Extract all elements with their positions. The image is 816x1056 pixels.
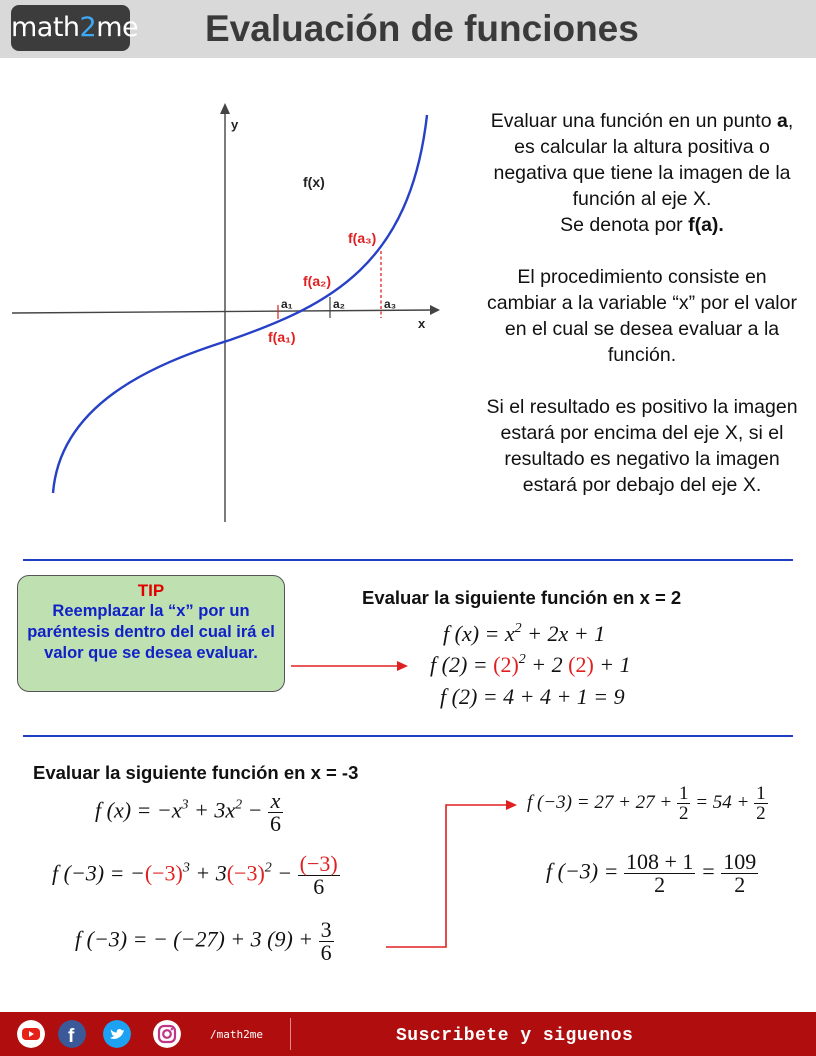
fx-label: f(x) [303,174,325,190]
tip-box [17,575,285,692]
a3-label: a₃ [384,297,397,311]
example2-line-1: f $(x) = -x^3 + 3x^2$ − $\frac{x}{6}$ [95,788,281,836]
tip-arrow-icon [291,661,408,671]
example2-title: Evaluar la siguiente función en x = -3 [33,762,359,783]
fa2-label: f(a₂) [303,273,331,289]
footer-divider [290,1018,291,1050]
example1-line-2: f $(2) = (2)^2 + 2$ (2) + 1 [430,652,631,677]
divider-1 [23,559,793,561]
facebook-icon[interactable] [58,1020,86,1048]
youtube-icon[interactable] [17,1020,45,1048]
example2-result-line-1: f (−3) = 27 + 27 + $\frac{1}{2}$ = 54 + $\frac{1}{2}$ [527,783,766,824]
x-axis [12,305,440,315]
fraction-1-over-2-a: $\frac{1}{2}$ [678,783,689,824]
function-graph [0,95,460,530]
x-axis-arrow-icon [430,305,440,315]
subscribe-cta[interactable]: Suscribete y siguenos [396,1026,634,1046]
x-axis-label: x [418,316,426,331]
tip-body: Reemplazar la “x” por un paréntesis dentro del cual irá el valor que se desea evaluar. [27,602,275,662]
example2-result-line-2: f (−3) = $\frac{108 + 1}{2}$ = $\frac{109}{2}$ [546,849,757,897]
divider-2 [23,735,793,737]
example2-line-2: f $(-3) = -(-3)^3 + 3(-3)^2$ − $\frac{(-3)}{6}$ [52,851,338,899]
social-handle[interactable]: /math2me [210,1028,263,1041]
intro-paragraph-2: Se denota por f(a). [560,214,724,236]
a2-label: a₂ [333,297,346,311]
fraction-109-over-2: $\frac{109}{2}$ [723,849,757,897]
math2me-logo[interactable] [11,5,139,51]
example1-line-3: f (2) = 4 + 4 + 1 = 9 [440,684,625,709]
example1-line-1: f $(x) = x^2 + 2x + 1$ [443,621,606,646]
tip-title: TIP [137,581,165,600]
page-title: Evaluación de funciones [205,8,639,49]
fraction-1-over-2-b: $\frac{1}{2}$ [756,783,766,824]
a1-label: a₁ [281,297,293,311]
instagram-icon[interactable] [153,1020,181,1048]
logo-text-2: 2 [79,12,97,43]
logo-text-math: math [11,12,80,43]
result-arrow-icon [386,800,517,947]
fraction-minus3-over-6: $\frac{(-3)}{6}$ [299,851,338,899]
fa3-label: f(a₃) [348,230,377,246]
logo-text-me: me [96,12,139,43]
header [0,0,816,58]
fraction-x-over-6: $\frac{x}{6}$ [269,788,281,836]
svg-text:f: f [68,1026,75,1047]
fa1-label: f(a₁) [268,329,296,345]
intro-paragraph-4: Si el resultado es positivo la imagen estará por encima del eje X, si el resultado es negativo la imagen estará por debajo del eje X. [486,396,798,496]
y-axis [220,103,230,522]
fraction-3-over-6: $\frac{3}{6}$ [320,917,332,965]
y-axis-label: y [231,117,239,132]
example1-title: Evaluar la siguiente función en x = 2 [362,587,682,608]
footer [0,1012,816,1056]
fraction-108plus1-over-2: $\frac{108 + 1}{2}$ [625,849,694,897]
twitter-icon[interactable] [103,1020,131,1048]
intro-text [484,108,800,498]
y-axis-arrow-icon [220,103,230,114]
intro-paragraph-1: Evaluar una función en un punto a, es calcular la altura positiva o negativa que tiene la imagen de la función al eje X. [490,110,794,210]
example2-line-3: f (−3) = − (−27) + 3 (9) + $\frac{3}{6}$ [75,917,332,965]
function-curve [53,115,427,493]
intro-paragraph-3: El procedimiento consiste en cambiar a la variable “x” por el valor en el cual se desea evaluar a la función. [487,266,797,366]
